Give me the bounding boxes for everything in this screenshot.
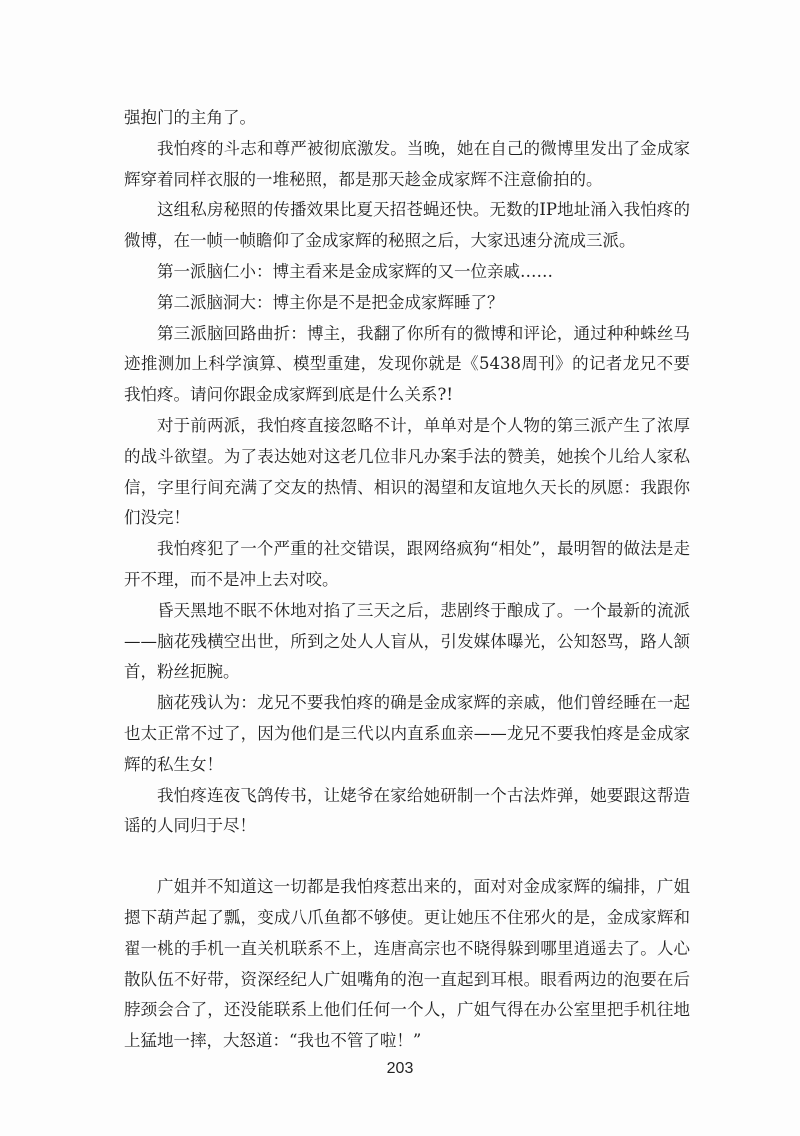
paragraph: 脑花残认为：龙兄不要我怕疼的确是金成家辉的亲戚，他们曾经睡在一起也太正常不过了，因为他们是三代以内直系血亲——龙兄不要我怕疼是金成家辉的私生女！: [124, 693, 690, 774]
paragraph: 我怕疼连夜飞鸽传书，让姥爷在家给她研制一个古法炸弹，她要跟这帮造谣的人同归于尽！: [124, 785, 690, 836]
paragraph: 我怕疼犯了一个严重的社交错误，跟网络疯狗“相处”，最明智的做法是走开不理，而不是冲上去对咬。: [124, 539, 690, 589]
page-number: 203: [386, 1060, 414, 1077]
paragraph: 强抱门的主角了。: [124, 108, 256, 127]
body-text: [124, 103, 690, 1057]
paragraph: 第二派脑洞大：博主你是不是把金成家辉睡了？: [157, 292, 504, 312]
paragraph: 对于前两派，我怕疼直接忽略不计，单单对是个人物的第三派产生了浓厚的战斗欲望。为了表达她对这老几位非凡办案手法的赞美，她挨个儿给人家私信，字里行间充满了交友的热情、相识的渴望和友谊地久天长的夙愿：我跟你们没完！: [124, 415, 690, 528]
paragraph: 第三派脑回路曲折：博主，我翻了你所有的微博和评论，通过种种蛛丝马迹推测加上科学演算、模型重建，发现你就是《5438周刊》的记者龙兄不要我怕疼。请问你跟金成家辉到底是什么关系?!: [124, 323, 690, 405]
section-break: [124, 842, 690, 872]
paragraph: 第一派脑仁小：博主看来是金成家辉的又一位亲戚……: [157, 261, 553, 281]
paragraph: 这组私房秘照的传播效果比夏天招苍蝇还快。无数的IP地址涌入我怕疼的微博，在一帧一帧瞻仰了金成家辉的秘照之后，大家迅速分流成三派。: [124, 200, 690, 251]
paragraph: 广姐并不知道这一切都是我怕疼惹出来的，面对对金成家辉的编排，广姐摁下葫芦起了瓢，变成八爪鱼都不够使。更让她压不住邪火的是，金成家辉和翟一桃的手机一直关机联系不上，连唐高宗也不晓得躲到哪里逍遥去了。人心散队伍不好带，资深经纪人广姐嘴角的泡一直起到耳根。眼看两边的泡要在后脖颈会合了，还没能联系上他们任何一个人，广姐气得在办公室里把手机往地上猛地一摔，大怒道：“我也不管了啦！”: [124, 877, 690, 1051]
paragraph: 我怕疼的斗志和尊严被彻底激发。当晚，她在自己的微博里发出了金成家辉穿着同样衣服的一堆秘照，都是那天趁金成家辉不注意偷拍的。: [124, 138, 690, 189]
paragraph: 昏天黑地不眠不休地对掐了三天之后，悲剧终于酿成了。一个最新的流派——脑花残横空出世，所到之处人人盲从，引发媒体曝光，公知怒骂，路人颔首，粉丝扼腕。: [124, 600, 690, 682]
